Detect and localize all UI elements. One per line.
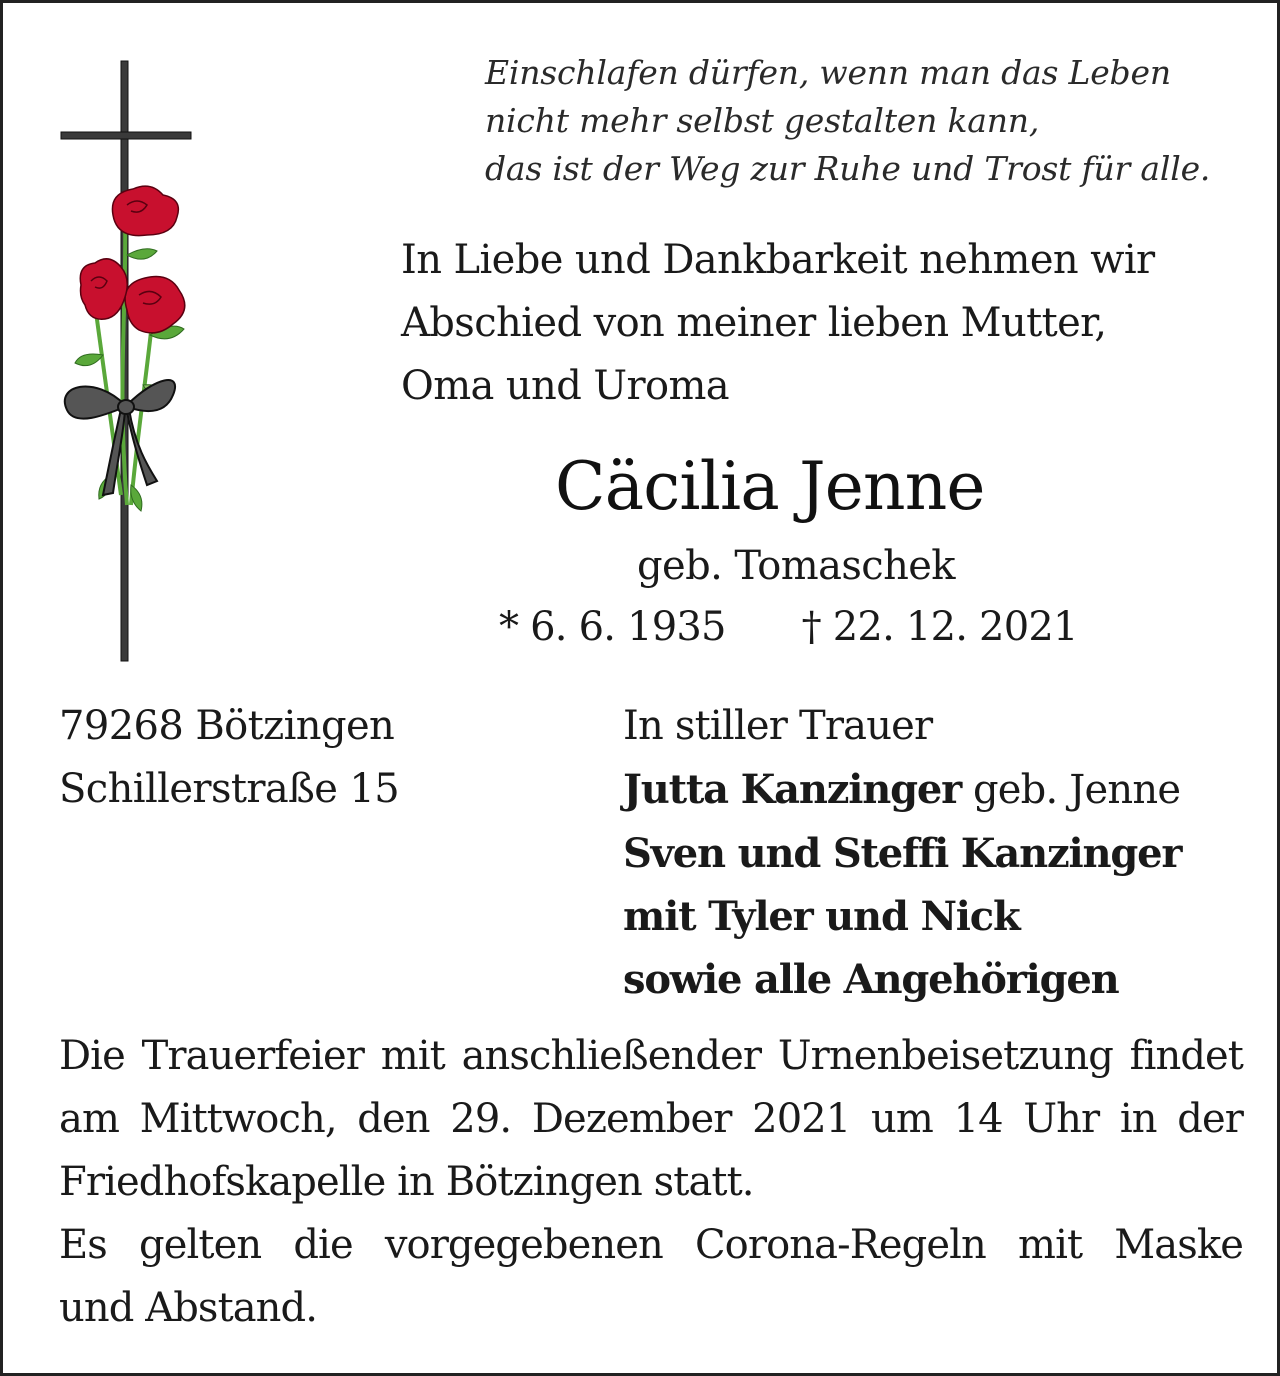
- mourner-name: Jutta Kanzinger: [623, 766, 962, 813]
- poem-line: Einschlafen dürfen, wenn man das Leben: [485, 53, 1171, 92]
- mourners: [623, 695, 1181, 1011]
- poem: [485, 49, 1210, 193]
- ceremony-info: [59, 1025, 1243, 1340]
- ceremony-line: Die Trauerfeier mit anschließender Urnenbeisetzung findet: [59, 1033, 1243, 1079]
- intro-line: In Liebe und Dankbarkeit nehmen wir: [401, 237, 1155, 283]
- mourner-line: sowie alle Angehörigen: [623, 956, 1119, 1003]
- intro-text: [401, 229, 1155, 418]
- mourner-line: Sven und Steffi Kanzinger: [623, 830, 1182, 877]
- ceremony-line: am Mittwoch, den 29. Dezember 2021 um 14 Uhr in der: [59, 1096, 1243, 1142]
- intro-line: Oma und Uroma: [401, 363, 730, 409]
- mourner-maiden: geb. Jenne: [961, 767, 1181, 813]
- cross-with-roses-icon: [55, 55, 200, 665]
- life-dates: [499, 599, 1078, 655]
- poem-line: nicht mehr selbst gestalten kann,: [485, 101, 1040, 140]
- intro-line: Abschied von meiner lieben Mutter,: [401, 300, 1107, 346]
- deceased-name: Cäcilia Jenne: [555, 448, 985, 525]
- mourners-heading: In stiller Trauer: [623, 703, 933, 749]
- address-street: Schillerstraße 15: [59, 766, 400, 812]
- maiden-name: geb. Tomaschek: [637, 543, 955, 589]
- ceremony-line: und Abstand.: [59, 1285, 318, 1331]
- address-city: 79268 Bötzingen: [59, 703, 395, 749]
- mourner-line: [623, 758, 1181, 822]
- address: [59, 695, 399, 821]
- poem-line: das ist der Weg zur Ruhe und Trost für alle.: [485, 149, 1211, 188]
- ceremony-line: Friedhofskapelle in Bötzingen statt.: [59, 1159, 754, 1205]
- mourner-line: mit Tyler und Nick: [623, 893, 1020, 940]
- ceremony-line: Es gelten die vorgegebenen Corona-Regeln mit Maske: [59, 1222, 1243, 1268]
- death-date: † 22. 12. 2021: [801, 604, 1078, 650]
- birth-date: * 6. 6. 1935: [499, 604, 726, 650]
